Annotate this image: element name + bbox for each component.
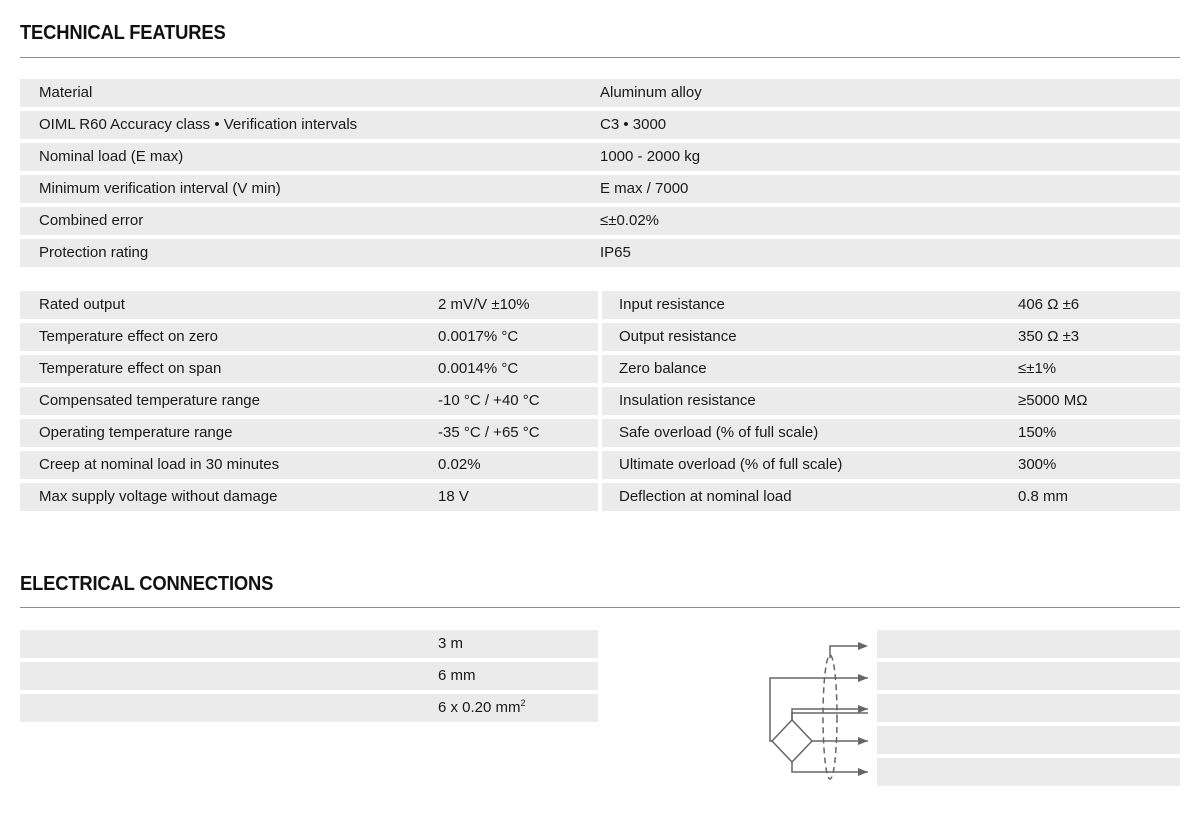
spec-label: Rated output: [39, 296, 125, 313]
spec-value: [438, 694, 526, 722]
spec-label: Temperature effect on zero: [39, 328, 218, 345]
arrow-head-icon: [858, 642, 868, 650]
spec-value: IP65: [600, 244, 631, 261]
spec-value: ≥5000 MΩ: [1018, 392, 1088, 409]
spec-label: Input resistance: [619, 296, 725, 313]
spec-label: Deflection at nominal load: [619, 488, 792, 505]
table-row: [20, 207, 1180, 235]
section-title-electrical: ELECTRICAL CONNECTIONS: [20, 573, 274, 595]
table-row: [602, 483, 1180, 511]
spec-value: ≤±0.02%: [600, 212, 659, 229]
spec-label: Temperature effect on span: [39, 360, 222, 377]
arrow-head-icon: [858, 737, 868, 745]
spec-label: Minimum verification interval (V min): [39, 180, 281, 197]
table-row: [602, 355, 1180, 383]
wire-row: [877, 630, 1180, 658]
table-row: [20, 111, 1180, 139]
spec-value: 300%: [1018, 456, 1057, 473]
table-row: [20, 355, 598, 383]
spec-label: Ultimate overload (% of full scale): [619, 456, 843, 473]
table-row: [20, 79, 1180, 107]
wheatstone-bridge-diagram: [760, 630, 875, 786]
table-row: [20, 143, 1180, 171]
spec-label: Max supply voltage without damage: [39, 488, 278, 505]
spec-value: ≤±1%: [1018, 360, 1057, 377]
wire-row: [877, 694, 1180, 722]
spec-label: OIML R60 Accuracy class • Verification intervals: [39, 116, 358, 133]
spec-value: 0.8 mm: [1018, 488, 1069, 505]
table-row: [20, 451, 598, 479]
wire-row: [877, 726, 1180, 754]
table-row: [602, 323, 1180, 351]
spec-value: -10 °C / +40 °C: [438, 392, 540, 409]
spec-label: Combined error: [39, 212, 144, 229]
unit-superscript: 2: [520, 698, 526, 708]
table-row: [20, 662, 598, 690]
section-divider-technical: [20, 57, 1180, 58]
spec-label: Material: [39, 84, 93, 101]
table-row: [602, 451, 1180, 479]
spec-value: 3 m: [438, 635, 464, 652]
spec-label: Operating temperature range: [39, 424, 233, 441]
spec-value: 2 mV/V ±10%: [438, 296, 530, 313]
spec-value: 6 mm: [438, 667, 476, 684]
section-title-technical: TECHNICAL FEATURES: [20, 22, 226, 44]
spec-value: 406 Ω ±6: [1018, 296, 1080, 313]
spec-value-text: 6 x 0.20 mm: [438, 699, 521, 716]
wire-row: [877, 662, 1180, 690]
table-row: [20, 291, 598, 319]
spec-label: Output resistance: [619, 328, 737, 345]
spec-value: 18 V: [438, 488, 469, 505]
spec-label: Insulation resistance: [619, 392, 756, 409]
arrow-head-icon: [858, 768, 868, 776]
spec-value: Aluminum alloy: [600, 84, 702, 101]
table-row: [20, 239, 1180, 267]
bridge-top-wire-upper: [792, 709, 848, 720]
table-row: [20, 694, 598, 722]
spec-label: Nominal load (E max): [39, 148, 184, 165]
table-row: [602, 419, 1180, 447]
table-row: [20, 175, 1180, 203]
table-row: [20, 387, 598, 415]
spec-value: 150%: [1018, 424, 1057, 441]
spec-value: 0.0014% °C: [438, 360, 519, 377]
spec-label: Compensated temperature range: [39, 392, 260, 409]
wire-row: [877, 758, 1180, 786]
arrow-head-icon: [858, 674, 868, 682]
table-row: [602, 291, 1180, 319]
table-row: [20, 323, 598, 351]
arrow-head-icon: [858, 705, 868, 713]
bridge-outline: [772, 720, 812, 762]
spec-label: Creep at nominal load in 30 minutes: [39, 456, 280, 473]
spec-value: -35 °C / +65 °C: [438, 424, 540, 441]
spec-label: Zero balance: [619, 360, 707, 377]
spec-value: 0.0017% °C: [438, 328, 519, 345]
bridge-bottom-wire: [792, 762, 868, 772]
section-divider-electrical: [20, 607, 1180, 608]
spec-value: 1000 - 2000 kg: [600, 148, 701, 165]
spec-label: Protection rating: [39, 244, 149, 261]
spec-value: 350 Ω ±3: [1018, 328, 1080, 345]
bridge-top-wire-lower: [792, 713, 800, 720]
table-row: [20, 483, 598, 511]
cable-shield-ellipse: [823, 655, 837, 779]
spec-value: C3 • 3000: [600, 116, 667, 133]
spec-value: 0.02%: [438, 456, 481, 473]
spec-value: E max / 7000: [600, 180, 689, 197]
shield-wire: [830, 646, 858, 658]
spec-label: Safe overload (% of full scale): [619, 424, 819, 441]
table-row: [602, 387, 1180, 415]
table-row: [20, 419, 598, 447]
table-row: [20, 630, 598, 658]
